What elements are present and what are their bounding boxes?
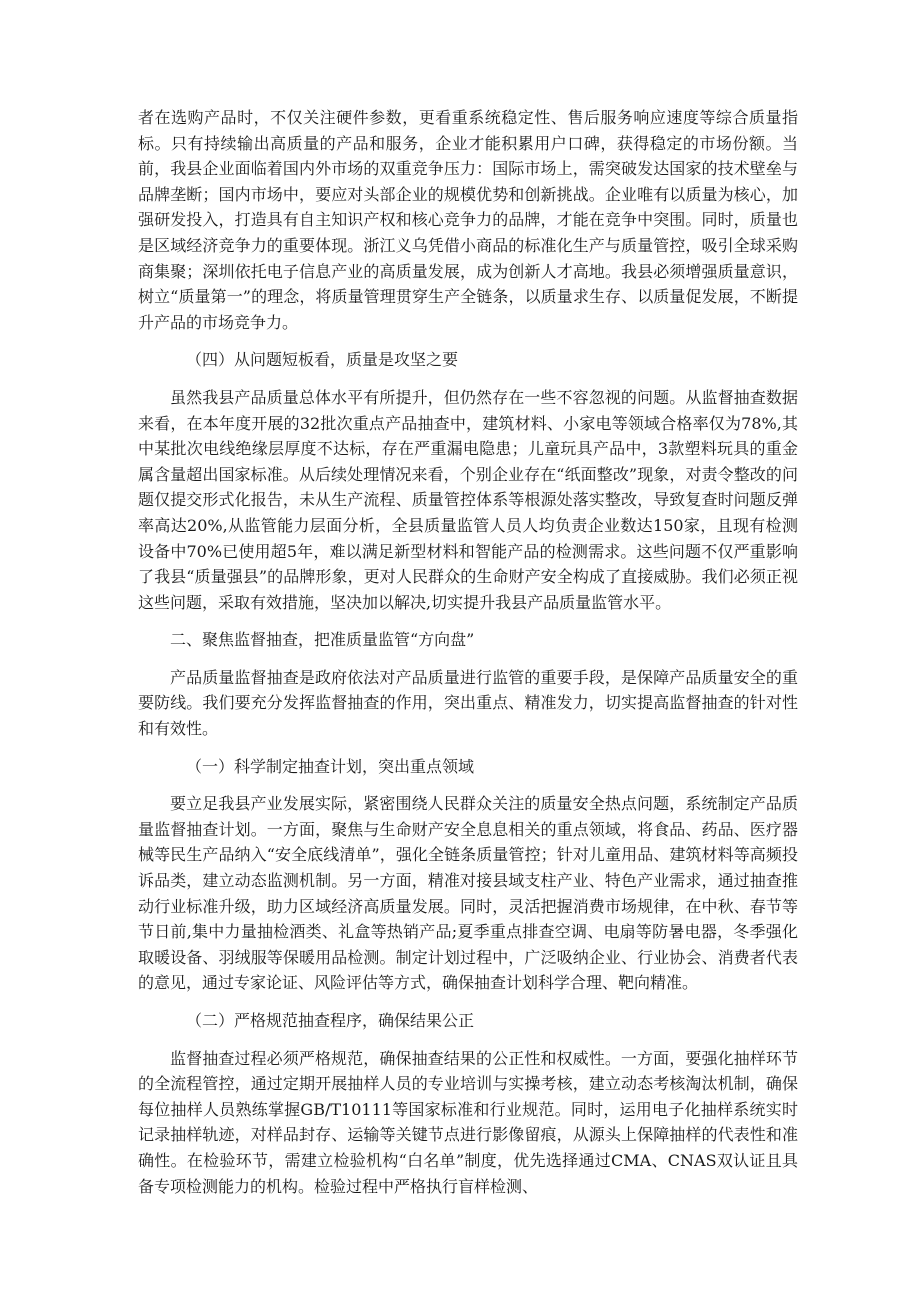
paragraph-part-two-one: 要立足我县产业发展实际，紧密围绕人民群众关注的质量安全热点问题，系统制定产品质量监督抽查计划。一方面，聚焦与生命财产安全息息相关的重点领域，将食品、药品、医疗器械等民生产品纳入“安全底线清单”，强化全链条质量管控；针对儿童用品、建筑材料等高频投诉品类，建立动态监测机制。另一方面，精准对接县域支柱产业、特色产业需求，通过抽查推动行业标准升级，助力区域经济高质量发展。同时，灵活把握消费市场规律，在中秋、春节等节日前,集中力量抽检酒类、礼盒等热销产品;夏季重点排查空调、电扇等防暑电器，冬季强化取暖设备、羽绒服等保暖用品检测。制定计划过程中，广泛吸纳企业、行业协会、消费者代表的意见，通过专家论证、风险评估等方式，确保抽查计划科学合理、靶向精准。: [138, 794, 798, 993]
paragraph-intro-continued: 者在选购产品时，不仅关注硬件参数，更看重系统稳定性、售后服务响应速度等综合质量指标。只有持续输出高质量的产品和服务，企业才能积累用户口碑，获得稳定的市场份额。当前，我县企业面临着国内外市场的双重竞争压力：国际市场上，需突破发达国家的技术壁垒与品牌垄断；国内市场中，要应对头部企业的规模优势和创新挑战。企业唯有以质量为核心，加强研发投入，打造具有自主知识产权和核心竞争力的品牌，才能在竞争中突围。同时，质量也是区域经济竞争力的重要体现。浙江义乌凭借小商品的标准化生产与质量管控，吸引全球采购商集聚；深圳依托电子信息产业的高质量发展，成为创新人才高地。我县必须增强质量意识，树立“质量第一”的理念，将质量管理贯穿生产全链条，以质量求生存、以质量促发展，不断提升产品的市场竞争力。: [138, 108, 798, 332]
document-page: [138, 105, 798, 1199]
heading-section-four: （四）从问题短板看，质量是攻坚之要: [186, 350, 459, 370]
heading-part-two-one: （一）科学制定抽查计划，突出重点领域: [186, 756, 475, 776]
paragraph-part-two: 产品质量监督抽查是政府依法对产品质量进行监管的重要手段，是保障产品质量安全的重要防线。我们要充分发挥监督抽查的作用，突出重点、精准发力，切实提高监督抽查的针对性和有效性。: [138, 667, 798, 739]
heading-part-two: 二、聚焦监督抽查，把准质量监管“方向盘”: [170, 630, 475, 650]
paragraph-section-four: 虽然我县产品质量总体水平有所提升，但仍然存在一些不容忽视的问题。从监督抽查数据来看，在本年度开展的32批次重点产品抽查中，建筑材料、小家电等领域合格率仅为78%,其中某批次电线绝缘层厚度不达标，存在严重漏电隐患；儿童玩具产品中，3款塑料玩具的重金属含量超出国家标准。从后续处理情况来看，个别企业存在“纸面整改”现象，对责令整改的问题仅提交形式化报告，未从生产流程、质量管控体系等根源处落实整改，导致复查时问题反弹率高达20%,从监管能力层面分析，全县质量监管人员人均负责企业数达150家，且现有检测设备中70%已使用超5年，难以满足新型材料和智能产品的检测需求。这些问题不仅严重影响了我县“质量强县”的品牌形象，更对人民群众的生命财产安全构成了直接威胁。我们必须正视这些问题，采取有效措施，坚决加以解决,切实提升我县产品质量监管水平。: [138, 387, 798, 612]
heading-part-two-two: （二）严格规范抽查程序，确保结果公正: [186, 1011, 475, 1030]
paragraph-part-two-two: 监督抽查过程必须严格规范，确保抽查结果的公正性和权威性。一方面，要强化抽样环节的全流程管控，通过定期开展抽样人员的专业培训与实操考核，建立动态考核淘汰机制，确保每位抽样人员熟练掌握GB/T10111等国家标准和行业规范。同时，运用电子化抽样系统实时记录抽样轨迹，对样品封存、运输等关键节点进行影像留痕，从源头上保障抽样的代表性和准确性。在检验环节，需建立检验机构“白名单”制度，优先选择通过CMA、CNAS双认证且具备专项检测能力的机构。检验过程中严格执行盲样检测、: [138, 1048, 798, 1196]
